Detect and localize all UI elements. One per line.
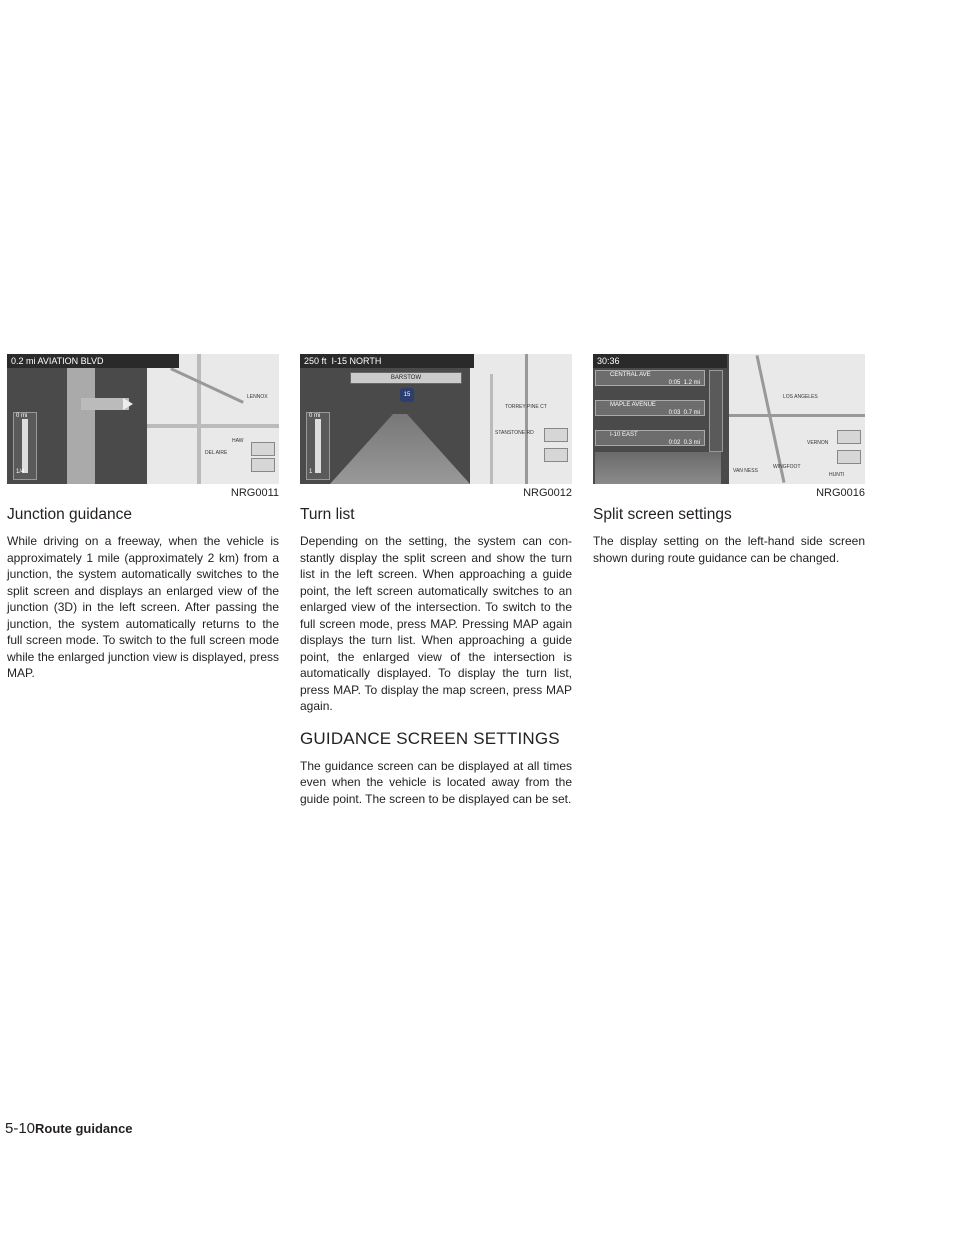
road-view	[595, 452, 721, 484]
interstate-shield-icon: 15	[400, 388, 414, 402]
page-number: 5-10	[5, 1120, 36, 1137]
scale-button[interactable]	[837, 450, 861, 464]
section-body: The display setting on the left-hand side screen shown during route guidance can be changed.	[593, 534, 865, 565]
page-footer	[5, 1120, 133, 1137]
junction-road-vertical	[67, 368, 95, 484]
junction-guidance-screenshot: 0.2 mi AVIATION BLVD 0 mi 1/4 LENNOX HAW DEL AIRE	[7, 354, 279, 484]
turn-arrow-icon	[123, 398, 133, 410]
map-menu-button[interactable]	[251, 442, 275, 456]
scale-button[interactable]	[251, 458, 275, 472]
section-body: The guidance screen can be displayed at all times even when the vehicle is located away from the guide point. The screen to be displayed can be set.	[300, 758, 572, 806]
section-heading: Split screen settings	[593, 506, 732, 523]
column-3	[593, 354, 865, 566]
arrival-time: 30:36	[597, 356, 620, 366]
section-heading: Turn list	[300, 506, 355, 523]
section-body: While driving on a freeway, when the vehicle is approximately 1 mile (approximately 2 km) from a junction, the system automatically switches to the split screen and displays an enlarged view of the junction (3D) in the left screen. After passing the junction, the system automatically returns to the full screen mode. To switch to the full screen mode while the enlarged junction view is displayed, press MAP.	[7, 534, 279, 680]
section-heading: Junction guidance	[7, 506, 132, 523]
turn-list-item[interactable]: MAPLE AVENUE 0:03 0.7 mi	[595, 400, 705, 416]
turn-list-screenshot: 250 ft I-15 NORTH BARSTOW 15 0 mi 1 TORREY PINE CT STANSTONE RD	[300, 354, 572, 484]
column-1	[7, 354, 279, 682]
column-2	[300, 354, 572, 807]
map-menu-button[interactable]	[837, 430, 861, 444]
road-3d-view	[330, 414, 470, 484]
chapter-title: Route guidance	[35, 1121, 133, 1136]
map-menu-button[interactable]	[544, 428, 568, 442]
junction-road-horizontal	[81, 398, 129, 410]
distance-scale: 0 mi 1	[306, 412, 330, 480]
section-heading-major: GUIDANCE SCREEN SETTINGS	[300, 728, 560, 748]
guidance-topbar	[593, 354, 727, 368]
turn-list-scrollbar[interactable]	[709, 370, 723, 452]
split-screen-screenshot: 30:36 CENTRAL AVE 0:05 1.2 mi MAPLE AVENUE 0:03 0.7 mi I-10 EAST 0:02 0.3 mi LOS ANGELES VERNON VAN NESS WINGFOOT HUNTI	[593, 354, 865, 484]
figure-id: NRG0012	[523, 487, 572, 499]
figure-id: NRG0011	[230, 487, 279, 499]
guidance-topbar: 0.2 mi AVIATION BLVD	[7, 354, 179, 368]
section-body: Depending on the setting, the system can con-stantly display the split screen and show the turn list in the left screen. When approaching a guide point, the left screen automatically switches to an enlarged view of the intersection. To switch to the full screen mode, press MAP. Pressing MAP again displays the turn list. When approaching a guide point, the enlarged view of the intersection is automatically displayed. To display the turn list, press MAP. To display the map screen, press MAP again.	[300, 534, 572, 713]
guidance-topbar: 250 ft I-15 NORTH	[300, 354, 474, 368]
turn-list-item[interactable]: I-10 EAST 0:02 0.3 mi	[595, 430, 705, 446]
scale-button[interactable]	[544, 448, 568, 462]
figure-id: NRG0016	[816, 487, 865, 499]
turn-list-item[interactable]: CENTRAL AVE 0:05 1.2 mi	[595, 370, 705, 386]
distance-scale: 0 mi 1/4	[13, 412, 37, 480]
destination-sign: BARSTOW	[350, 372, 462, 384]
map-area	[470, 354, 572, 484]
